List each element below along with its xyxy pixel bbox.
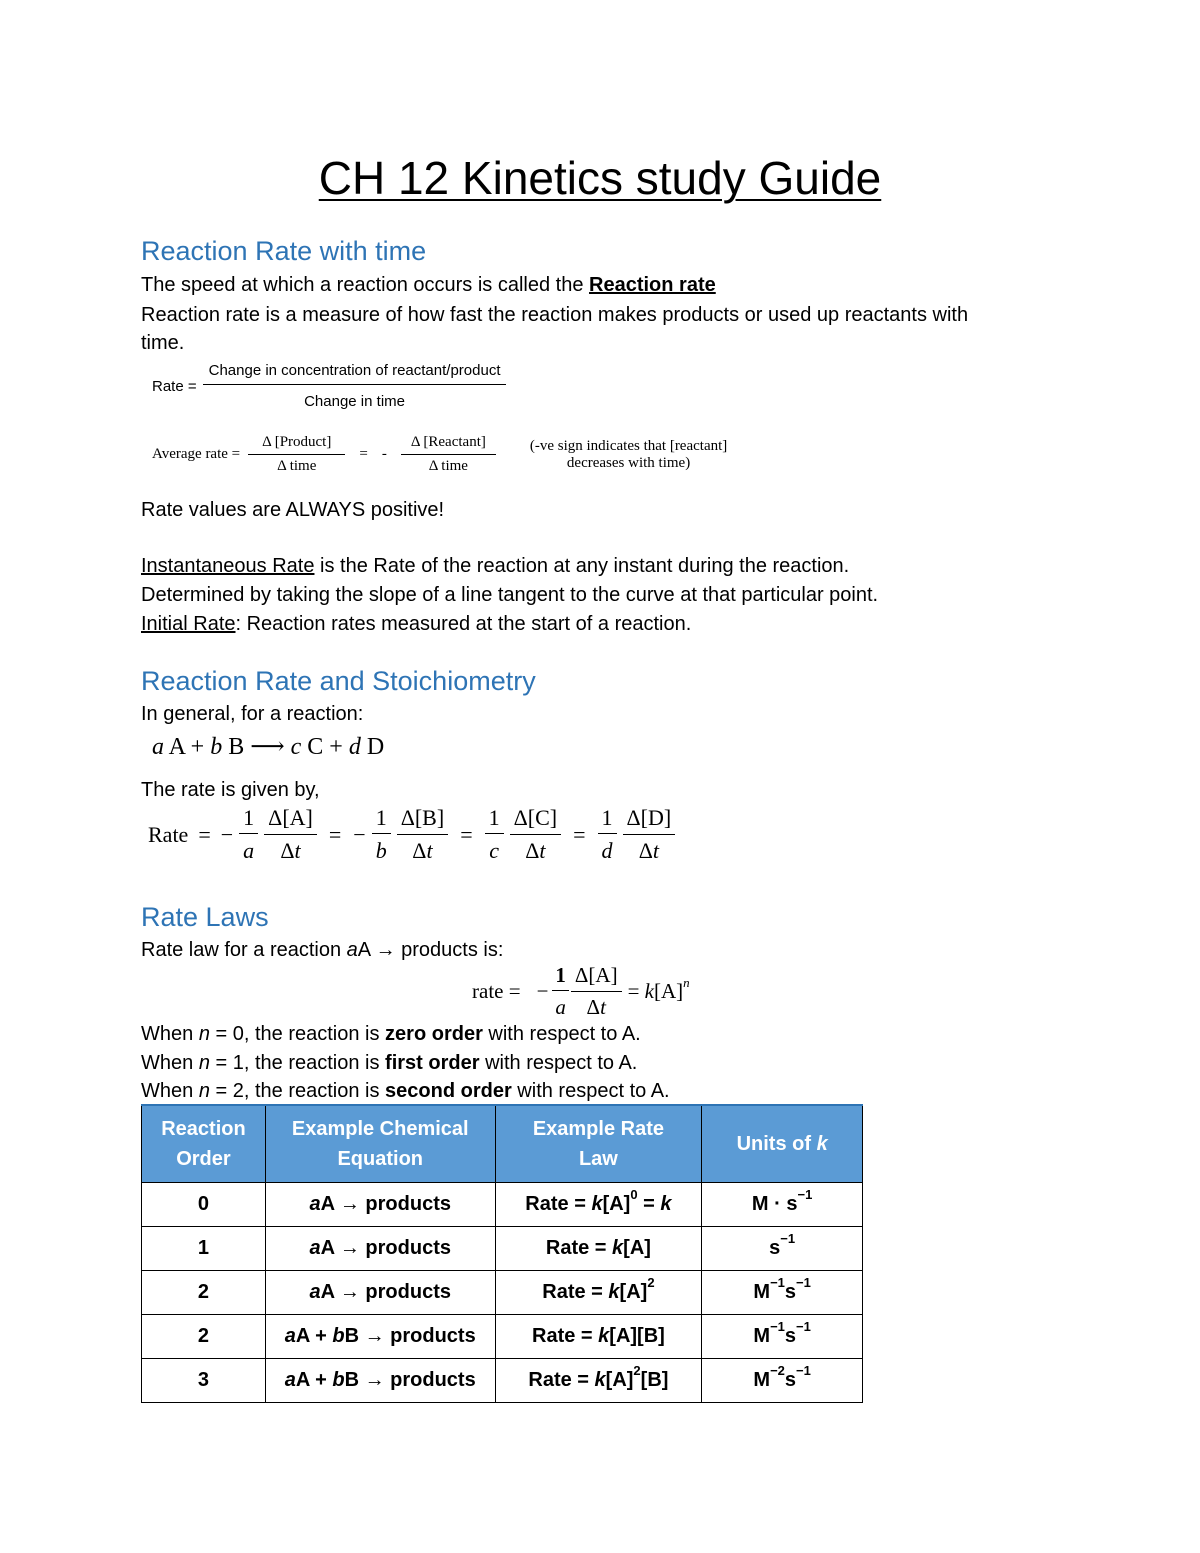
table-row bbox=[142, 1227, 863, 1271]
rate-formula-label: Rate = bbox=[152, 377, 197, 395]
order-cell: 3 bbox=[142, 1359, 266, 1403]
initial-rate-text: : Reaction rates measured at the start of a reaction. bbox=[235, 613, 692, 635]
average-rate-note bbox=[530, 438, 727, 472]
average-rate-fraction-product bbox=[248, 434, 345, 475]
reaction-rate-measure-line-2: time. bbox=[141, 332, 185, 354]
rate-law-cell: Rate = $k[A]^0 = k$ bbox=[495, 1183, 702, 1227]
section-heading-rate-laws: Rate Laws bbox=[141, 902, 269, 932]
average-rate-formula bbox=[152, 434, 727, 475]
rate-formula-numerator: Change in concentration of reactant/product bbox=[203, 362, 507, 385]
rate-positive-note: Rate values are ALWAYS positive! bbox=[141, 499, 445, 521]
rate-law-cell: Rate = $k[A]^2[B]$ bbox=[495, 1359, 702, 1403]
avg-numerator-reactant: Δ [Reactant] bbox=[401, 434, 496, 455]
reaction-rate-definition bbox=[141, 271, 716, 299]
initial-rate-term: Initial Rate bbox=[141, 613, 236, 635]
table-row bbox=[142, 1271, 863, 1315]
rate-law-cell: Rate = k[A][B] bbox=[495, 1315, 702, 1359]
order-cell: 1 bbox=[142, 1227, 266, 1271]
order-cell: 2 bbox=[142, 1271, 266, 1315]
header-example-equation: Example Chemical Equation bbox=[265, 1105, 495, 1183]
order-cell: 2 bbox=[142, 1315, 266, 1359]
header-units-of-k: Units of k bbox=[702, 1105, 863, 1183]
reaction-rate-term: Reaction rate bbox=[589, 274, 716, 296]
equation-cell: aA → products bbox=[265, 1183, 495, 1227]
tangent-slope-line: Determined by taking the slope of a line tangent to the curve at that particular point. bbox=[141, 584, 879, 606]
equation-cell: aA + bB → products bbox=[265, 1315, 495, 1359]
equation-cell: aA → products bbox=[265, 1271, 495, 1315]
first-order-line: When n = 1, the reaction is first order with respect to A. bbox=[141, 1052, 638, 1074]
second-order-line: When n = 2, the reaction is second order with respect to A. bbox=[141, 1080, 670, 1102]
average-rate-label: Average rate = bbox=[152, 446, 241, 462]
rate-word: Rate bbox=[148, 821, 189, 847]
avg-numerator-product: Δ [Product] bbox=[248, 434, 345, 455]
section-heading-stoichiometry: Reaction Rate and Stoichiometry bbox=[141, 666, 536, 696]
definition-text: The speed at which a reaction occurs is called the bbox=[141, 274, 590, 296]
rate-given-by-intro: The rate is given by, bbox=[141, 779, 320, 801]
page-title: CH 12 Kinetics study Guide bbox=[318, 152, 882, 204]
reaction-rate-measure-line: Reaction rate is a measure of how fast the reaction makes products or used up reactants with bbox=[141, 304, 969, 326]
note-line-2: decreases with time) bbox=[566, 454, 691, 471]
stoichiometric-rate-expression: Rate = − $\frac{1}{a}$ $\frac{\Delta[A]}{\Delta t}$ = − $\frac{1}{b}$ $\frac{\Delta[B]}{\Delta t}$ = $\frac{1}{c}$ $\frac{\Delta[C]}{\Delta t}$ = $\frac{1}{d}$ $\frac{\Delta[D]}{\Delta t}$ bbox=[148, 805, 675, 864]
section-heading-reaction-rate: Reaction Rate with time bbox=[141, 236, 427, 266]
avg-denominator-product: Δ time bbox=[277, 458, 317, 474]
rate-law-cell: Rate = k[A] bbox=[495, 1227, 702, 1271]
note-line-1: (-ve sign indicates that [reactant] bbox=[529, 437, 728, 454]
rate-law-cell: Rate = $k[A]^2$ bbox=[495, 1271, 702, 1315]
rate-law-table bbox=[141, 1104, 863, 1403]
equation-cell: aA + bB → products bbox=[265, 1359, 495, 1403]
average-rate-fraction-reactant bbox=[401, 434, 496, 475]
order-cell: 0 bbox=[142, 1183, 266, 1227]
equation-cell: aA → products bbox=[265, 1227, 495, 1271]
table-row bbox=[142, 1183, 863, 1227]
header-example-rate-law: Example Rate Law bbox=[495, 1105, 702, 1183]
table-row bbox=[142, 1359, 863, 1403]
instantaneous-rate-term: Instantaneous Rate bbox=[141, 555, 315, 577]
table-row bbox=[142, 1315, 863, 1359]
general-reaction-intro: In general, for a reaction: bbox=[141, 703, 364, 725]
equals-sign: = bbox=[359, 446, 368, 462]
rate-law-intro: Rate law for a reaction aA → products is: bbox=[141, 939, 504, 961]
zero-order-line: When n = 0, the reaction is zero order with respect to A. bbox=[141, 1023, 641, 1045]
rate-law-expression: rate = − $\frac{1}{a}$ $\frac{\Delta[A]}{\Delta t}$ = $k[A]^n$ bbox=[472, 963, 690, 1019]
avg-denominator-reactant: Δ time bbox=[428, 458, 468, 474]
instantaneous-rate-text: is the Rate of the reaction at any instant during the reaction. bbox=[314, 555, 850, 577]
rate-formula-denominator: Change in time bbox=[304, 393, 405, 410]
units-cell: $M^{-2}s^{-1}$ bbox=[702, 1359, 863, 1403]
table-header-row bbox=[142, 1105, 863, 1183]
instantaneous-rate-definition bbox=[141, 552, 849, 580]
rate-formula bbox=[152, 362, 506, 410]
units-cell: $M^{-1}s^{-1}$ bbox=[702, 1315, 863, 1359]
general-reaction-equation: a A + b B ⟶ c C + d D bbox=[152, 734, 385, 760]
minus-sign: - bbox=[381, 446, 387, 462]
units-cell: $M \cdot s^{-1}$ bbox=[702, 1183, 863, 1227]
rate-formula-fraction bbox=[203, 362, 507, 410]
header-reaction-order: Reaction Order bbox=[142, 1105, 266, 1183]
units-cell: $s^{-1}$ bbox=[702, 1227, 863, 1271]
units-cell: $M^{-1}s^{-1}$ bbox=[702, 1271, 863, 1315]
initial-rate-definition bbox=[141, 610, 691, 638]
